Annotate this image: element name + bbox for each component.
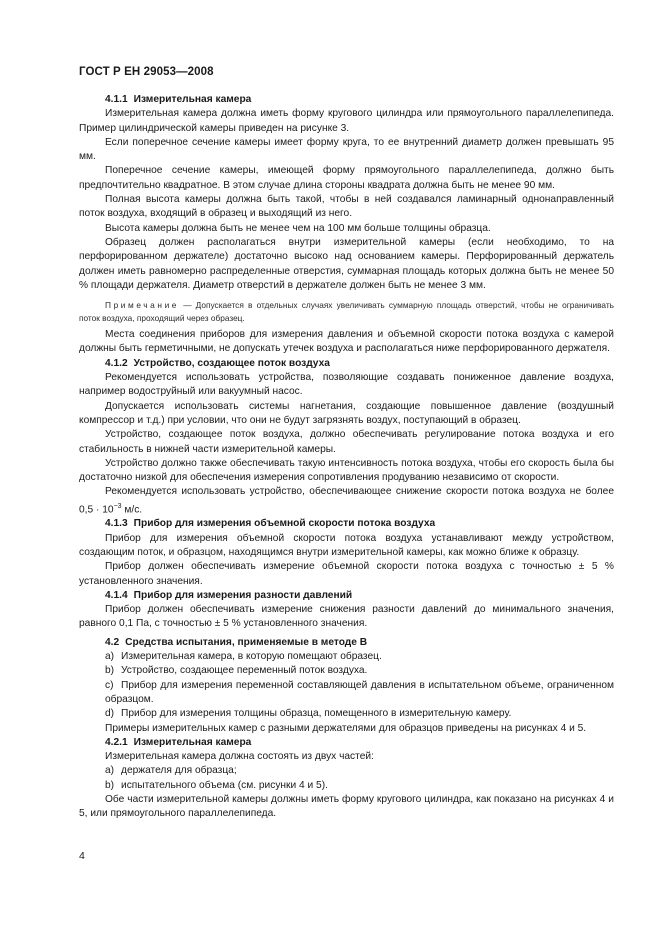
section-heading-4-1-2 — [79, 357, 614, 371]
section-number: 4.1.1 — [105, 94, 128, 105]
section-number: 4.1.4 — [105, 589, 128, 601]
paragraph: Поперечное сечение камеры, имеющей форму прямоугольного параллелепипеда, должно быть предпочтительно квадратное. В этом случае длина стороны квадрата должна быть не менее 90 мм. — [79, 165, 614, 191]
paragraph: Рекомендуется использовать устройства, позволяющие создавать пониженное давление воздуха, например водоструйный или вакуумный насос. — [79, 372, 614, 398]
section-heading-4-2 — [79, 636, 614, 650]
list-item-text: Устройство, создающее переменный поток воздуха. — [121, 665, 368, 677]
list-marker: b) — [105, 665, 115, 677]
list-marker: a) — [105, 765, 115, 777]
paragraph: Прибор должен обеспечивать измерение объемной скорости потока воздуха с точностью ± 5 % установленного значения. — [79, 561, 614, 587]
note — [79, 299, 614, 324]
paragraph: Если поперечное сечение камеры имеет форму круга, то ее внутренний диаметр должен превышать 95 мм. — [79, 136, 614, 163]
paragraph: Измерительная камера должна состоять из двух частей: — [105, 751, 374, 763]
section-title: Средства испытания, применяемые в методе В — [125, 636, 368, 648]
paragraph: Прибор для измерения объемной скорости потока воздуха устанавливают между устройством, создающим поток, и образцом, находящимся внутри измерительной камеры, как можно ближе к образцу. — [79, 532, 614, 558]
note-label: Примечание — [105, 300, 180, 311]
section-number: 4.2.1 — [105, 736, 128, 748]
paragraph: Высота камеры должна быть не менее чем на 100 мм больше толщины образца. — [105, 222, 491, 234]
list-item-text: Прибор для измерения толщины образца, помещенного в измерительную камеру. — [121, 708, 512, 720]
paragraph — [79, 485, 614, 517]
page-number: 4 — [79, 850, 85, 862]
standard-header: ГОСТ Р ЕН 29053—2008 — [79, 66, 214, 78]
section-number: 4.2 — [105, 636, 120, 648]
list-item-text: Прибор для измерения переменной составляющей давления в испытательном объеме, ограниченном образцом. — [105, 679, 614, 705]
section-number: 4.1.2 — [105, 357, 128, 369]
list-item-text: испытательного объема (см. рисунки 4 и 5). — [121, 779, 328, 791]
section-title: Измерительная камера — [133, 94, 252, 105]
paragraph: Устройство должно также обеспечивать такую интенсивность потока воздуха, чтобы его скорость была бы достаточно низкой для обеспечения измерения сопротивления продуванию независимо от скорости. — [79, 457, 614, 484]
section-title: Измерительная камера — [133, 736, 252, 748]
paragraph: Прибор должен обеспечивать измерение снижения разности давлений до минимального значения, равного 0,1 Па, с точностью ± 5 % установленного значения. — [79, 604, 614, 630]
section-heading-4-2-1 — [79, 736, 614, 750]
list-item — [79, 679, 614, 708]
list-item — [79, 650, 614, 664]
section-title: Прибор для измерения разности давлений — [133, 589, 353, 601]
section-title: Устройство, создающее поток воздуха — [133, 357, 330, 369]
paragraph: Примеры измерительных камер с разными держателями для образцов приведены на рисунках 4 и 5. — [105, 722, 587, 734]
list-item — [79, 779, 614, 793]
list-marker: b) — [105, 779, 115, 791]
list-item — [79, 664, 614, 678]
exponent: −3 — [113, 502, 122, 510]
paragraph: Полная высота камеры должна быть такой, чтобы в ней создавался ламинарный однонаправленный поток воздуха, входящий в образец и выходящий из него. — [79, 194, 614, 220]
list-item — [79, 764, 614, 778]
paragraph: Места соединения приборов для измерения давления и объемной скорости потока воздуха с камерой должны быть герметичными, не допускать утечек воздуха и располагаться ниже перфорированного держателя. — [79, 329, 614, 355]
section-title: Прибор для измерения объемной скорости потока воздуха — [133, 518, 436, 530]
paragraph: Измерительная камера должна иметь форму кругового цилиндра или прямоугольного параллелепипеда. Пример цилиндрической камеры приведен на рисунке 3. — [79, 108, 614, 134]
paragraph-text: Рекомендуется использовать устройство, обеспечивающее снижение скорости потока воздуха не более 0,5 · 10 — [79, 486, 614, 516]
paragraph: Обе части измерительной камеры должны иметь форму кругового цилиндра, как показано на рисунках 4 и 5, или прямоугольного параллелепипеда. — [79, 794, 614, 820]
unit-text: м/с. — [121, 504, 143, 516]
section-number: 4.1.3 — [105, 518, 128, 530]
paragraph: Допускается использовать системы нагнетания, создающие повышенное давление (воздушный компрессор и т.д.) при условии, что они не будут загрязнять воздух, поступающий в образец. — [79, 400, 614, 426]
list-item-text: Измерительная камера, в которую помещают образец. — [121, 651, 382, 663]
section-heading-4-1-4 — [79, 589, 614, 603]
list-marker: d) — [105, 708, 115, 720]
list-marker: a) — [105, 651, 115, 663]
section-heading-4-1-3 — [79, 517, 614, 531]
page-content — [79, 93, 614, 822]
list-item-text: держателя для образца; — [121, 765, 237, 777]
paragraph: Образец должен располагаться внутри измерительной камеры (если необходимо, то на перфорированном держателе) достаточно высоко над основанием камеры. Перфорированный держатель должен иметь равномерно распределенные отверстия, суммарная площадь которых должна быть не менее 50 % площади держателя. Диаметр отверстий в держателе должен быть не менее 3 мм. — [79, 236, 614, 291]
list-marker: c) — [105, 679, 114, 691]
note-text: — Допускается в отдельных случаях увеличивать суммарную площадь отверстий, чтобы не ограничивать поток воздуха, проходящий через образец. — [79, 300, 614, 323]
paragraph: Устройство, создающее поток воздуха, должно обеспечивать регулирование потока воздуха и его стабильность в нижней части измерительной камеры. — [79, 429, 614, 455]
section-heading-4-1-1 — [79, 93, 614, 107]
list-item — [79, 707, 614, 721]
